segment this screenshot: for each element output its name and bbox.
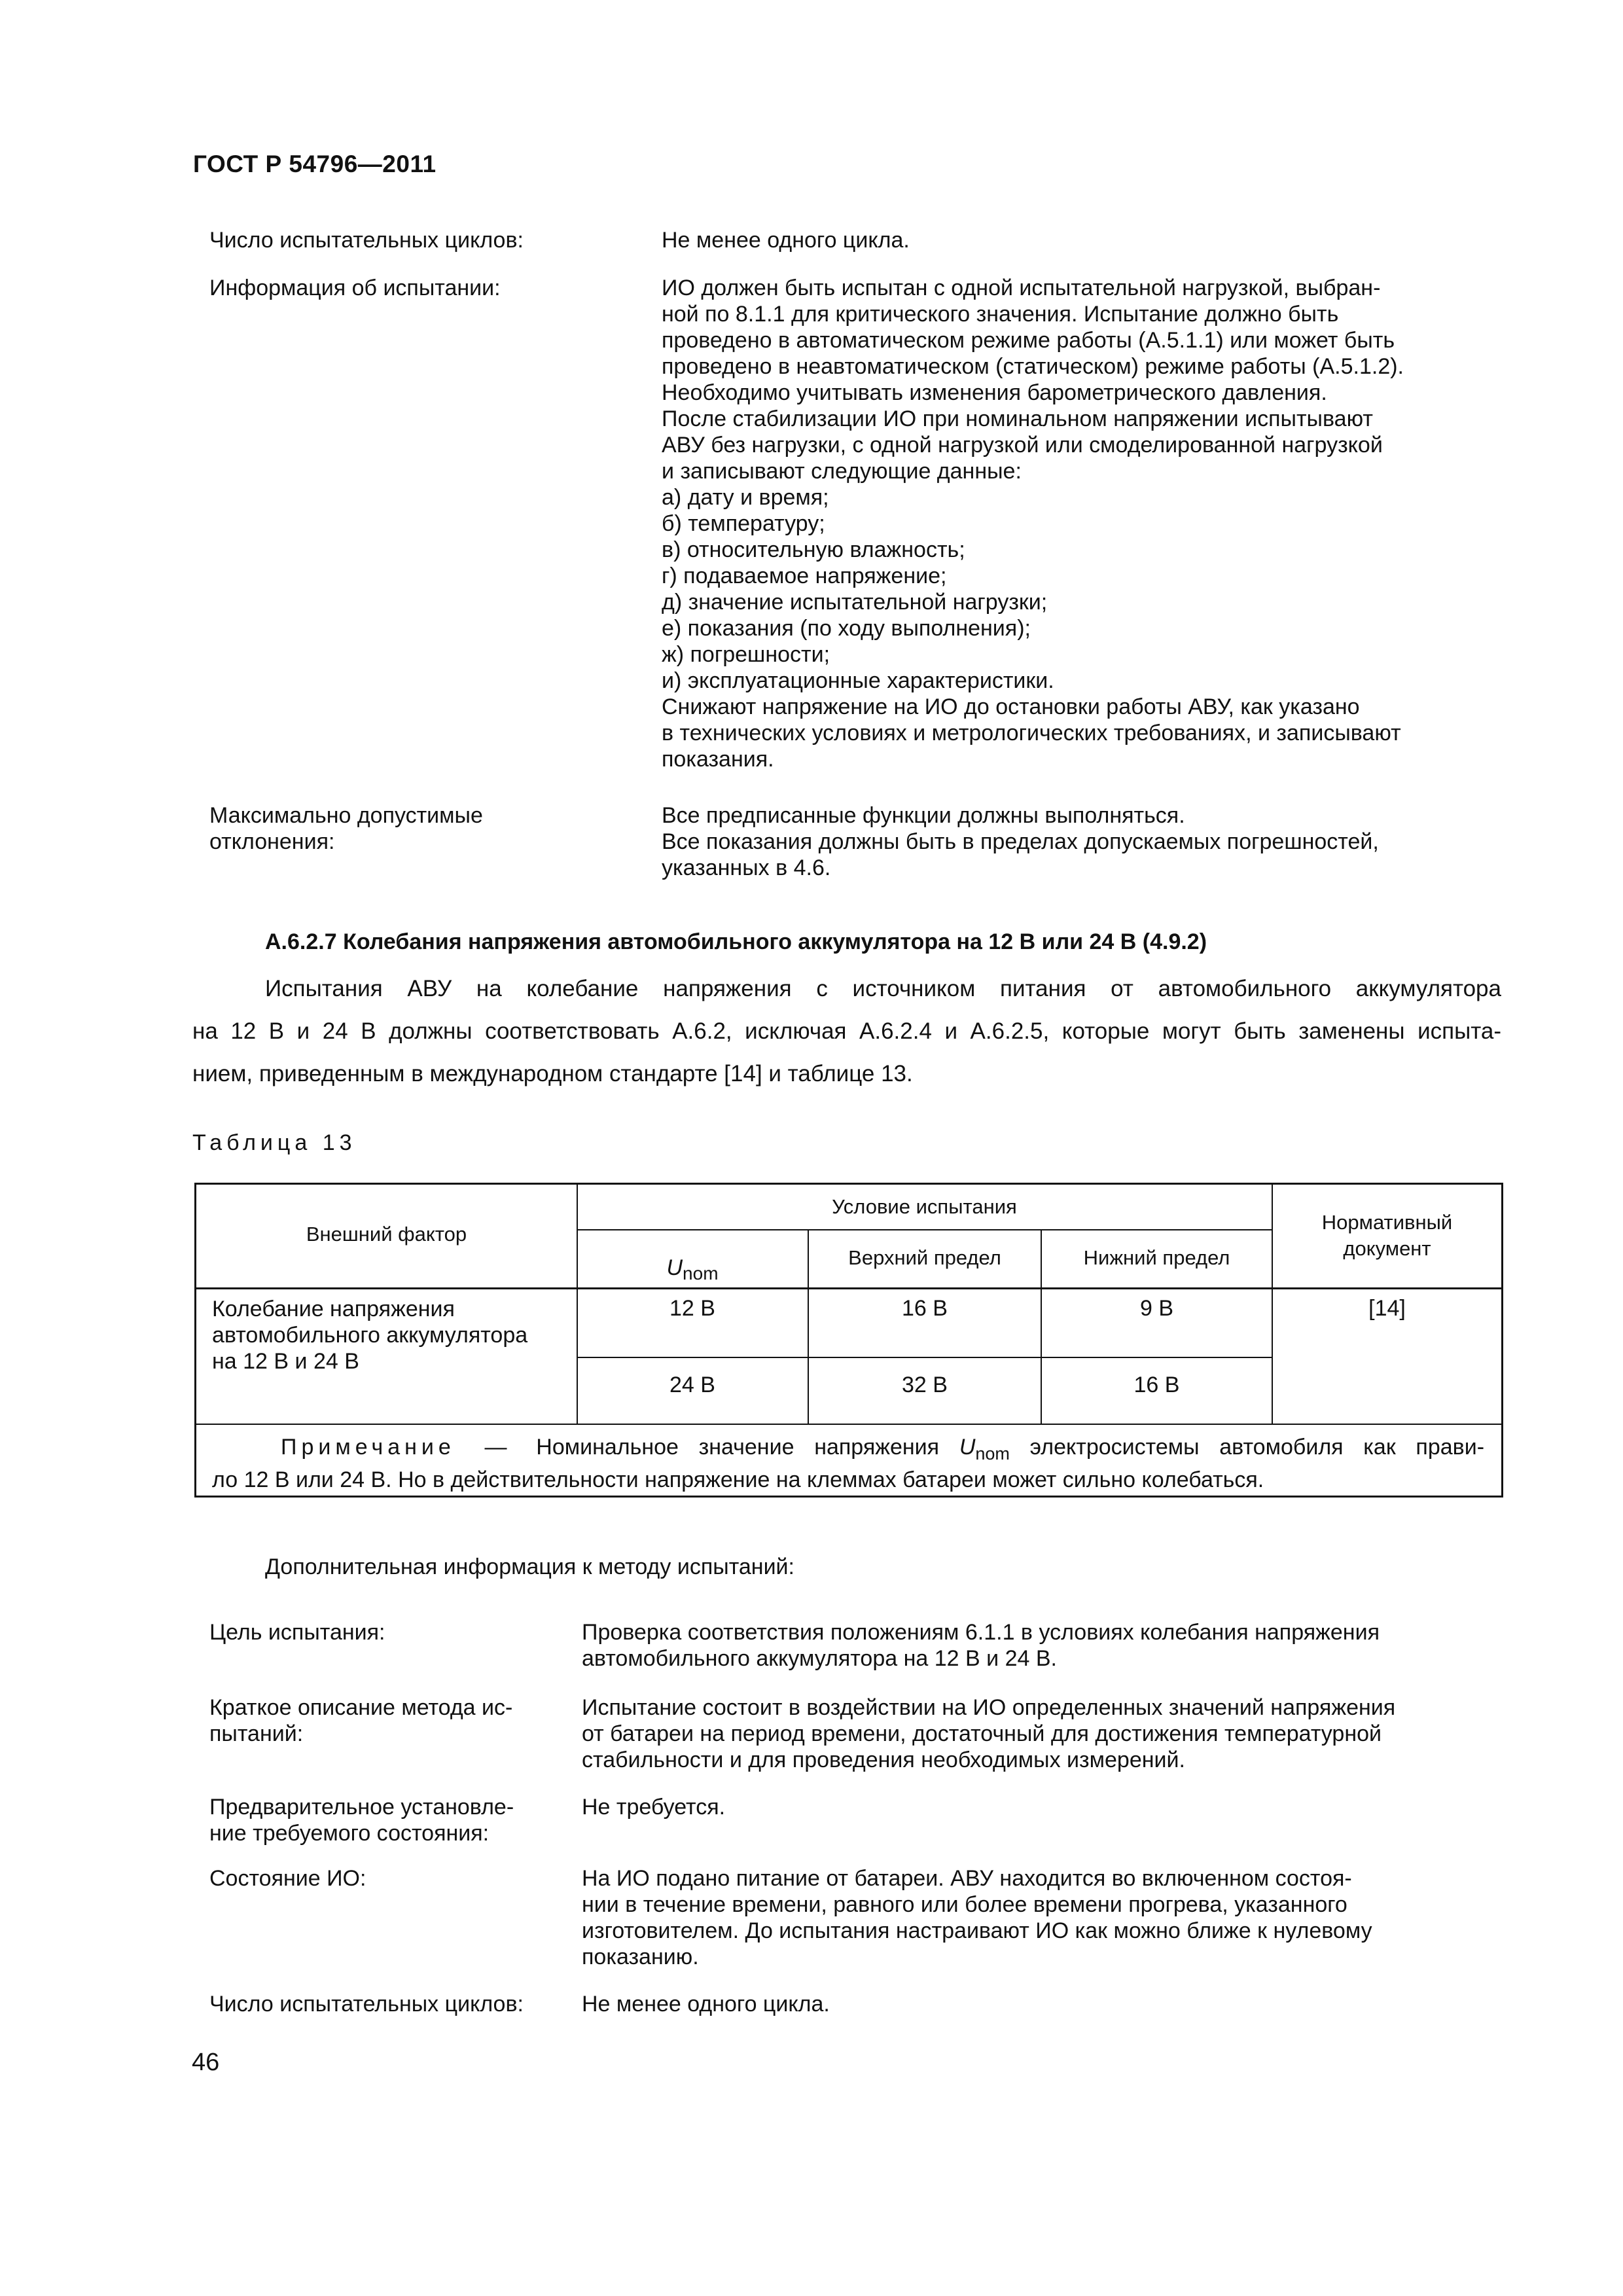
table-13	[194, 1183, 1503, 1498]
block2-value-preconditioning: Не требуется.	[582, 1795, 726, 1820]
cell-upper-row1: 16 В	[902, 1296, 948, 1321]
header-upper-limit: Верхний предел	[848, 1246, 1001, 1269]
block1-label-test-info: Информация об испытании:	[209, 276, 501, 300]
block2-value-state: На ИО подано питание от батареи. АВУ находится во включенном состоя- нии в течение времени, равного или более времени прогрева, указанного изготовителем. До испытания настраивают ИО как можно ближе к нулевому показанию.	[582, 1866, 1372, 1969]
block2-label-cycles: Число испытательных циклов:	[209, 1992, 524, 2017]
table-note-line-1: Примечание — Номинальное значение напряжения $U_{nom}$ электросистемы автомобиля как прави-	[281, 1435, 1485, 1463]
header-test-condition: Условие испытания	[832, 1195, 1017, 1218]
block2-value-cycles: Не менее одного цикла.	[582, 1992, 830, 2017]
cell-lower-row1: 9 В	[1139, 1296, 1174, 1321]
section-paragraph-line-1: Испытания АВУ на колебание напряжения с источником питания от автомобильного аккумулятора	[265, 976, 1501, 1001]
cell-u-nom-row2: 24 В	[669, 1372, 715, 1397]
block1-value-test-info: ИО должен быть испытан с одной испытательной нагрузкой, выбран- ной по 8.1.1 для критического значения. Испытание должно быть проведено в автоматическом режиме работы (А.5.1.1) или может быть проведено в неавтоматическом (статическом) режиме работы (А.5.1.2). Необходимо учитывать изменения барометрического давления. После стабилизации ИО при номинальном напряжении испытывают АВУ без нагрузки, с одной нагрузкой или смоделированной нагрузкой и записывают следующие данные: а) дату и время; б) температуру; в) относительную влажность; г) подаваемое напряжение; д) значение испытательной нагрузки; е) показания (по ходу выполнения); ж) погрешности; и) эксплуатационные характеристики. Снижают напряжение на ИО до остановки работы АВУ, как указано в технических условиях и метрологических требованиях, и записывают показания.	[662, 276, 1404, 772]
block2-label-purpose: Цель испытания:	[209, 1620, 385, 1645]
header-u-nom: $U_{nom}$	[666, 1255, 719, 1284]
block2-label-state: Состояние ИО:	[209, 1866, 366, 1891]
header-lower-limit: Нижний предел	[1083, 1246, 1230, 1269]
table-line	[577, 1229, 1273, 1230]
section-paragraph-line-2: на 12 В и 24 В должны соответствовать А.6.2, исключая А.6.2.4 и А.6.2.5, которые могут быть заменены испыта-	[192, 1018, 1501, 1044]
header-external-factor: Внешний фактор	[306, 1223, 467, 1246]
document-title: ГОСТ Р 54796—2011	[193, 151, 437, 177]
block2-value-method: Испытание состоит в воздействии на ИО определенных значений напряжения от батареи на период времени, достаточный для достижения температурной стабильности и для проведения необходимых измерений.	[582, 1695, 1396, 1772]
cell-external-factor: Колебание напряжения автомобильного аккумулятора на 12 В и 24 В	[212, 1297, 528, 1374]
block1-label-cycles: Число испытательных циклов:	[209, 228, 524, 253]
table-note-line-2: ло 12 В или 24 В. Но в действительности напряжение на клеммах батареи может сильно колебаться.	[212, 1467, 1264, 1492]
extra-info-intro: Дополнительная информация к методу испытаний:	[265, 1554, 794, 1579]
table-caption: Таблица 13	[192, 1130, 357, 1155]
cell-lower-row2: 16 В	[1133, 1372, 1180, 1397]
table-line	[196, 1424, 1501, 1425]
table-line	[577, 1357, 1273, 1358]
table-note	[212, 1434, 1484, 1493]
cell-normative-ref: [14]	[1368, 1296, 1406, 1321]
block1-value-cycles: Не менее одного цикла.	[662, 228, 910, 253]
page-number: 46	[192, 2049, 220, 2076]
table-line	[196, 1288, 1501, 1289]
section-heading: А.6.2.7 Колебания напряжения автомобильного аккумулятора на 12 В или 24 В (4.9.2)	[265, 929, 1207, 954]
cell-u-nom-row1: 12 В	[669, 1296, 715, 1321]
block2-value-purpose: Проверка соответствия положениям 6.1.1 в условиях колебания напряжения автомобильного аккумулятора на 12 В и 24 В.	[582, 1620, 1380, 1671]
block2-label-preconditioning: Предварительное установле- ние требуемого состояния:	[209, 1795, 514, 1846]
block1-value-max-deviation: Все предписанные функции должны выполняться. Все показания должны быть в пределах допускаемых погрешностей, указанных в 4.6.	[662, 803, 1379, 880]
block1-label-max-deviation: Максимально допустимые отклонения:	[209, 803, 483, 854]
cell-upper-row2: 32 В	[902, 1372, 948, 1397]
section-paragraph-line-3: нием, приведенным в международном стандарте [14] и таблице 13.	[192, 1061, 913, 1086]
header-normative-document: Нормативный документ	[1321, 1211, 1453, 1260]
block2-label-method: Краткое описание метода ис- пытаний:	[209, 1695, 513, 1746]
